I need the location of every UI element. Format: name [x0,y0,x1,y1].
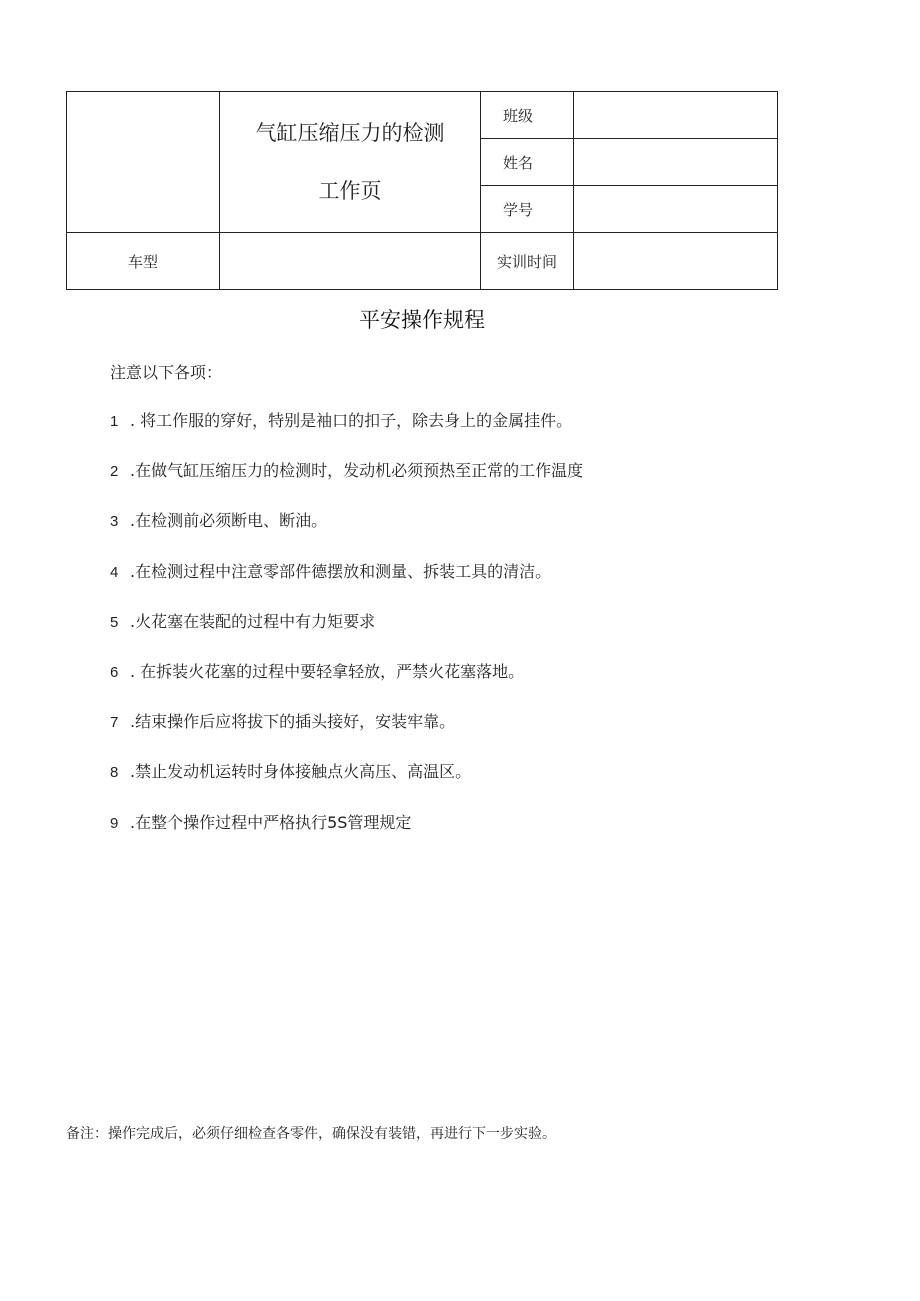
rule-text: .火花塞在装配的过程中有力矩要求 [130,611,376,631]
rule-text: .结束操作后应将拔下的插头接好，安装牢靠。 [130,712,456,732]
rule-text: .在检测前必须断电、断油。 [130,511,328,531]
list-item [110,410,583,460]
section-title: 平安操作规程 [359,308,485,332]
training-time-label: 实训时间 [481,233,574,290]
rule-text: .在做气缸压缩压力的检测时，发动机必须预热至正常的工作温度 [130,461,584,481]
training-time-field[interactable] [574,233,778,290]
rule-number: 5 [110,613,119,631]
worksheet-title-line1: 气缸压缩压力的检测 [255,121,445,145]
rule-number: 3 [110,513,119,531]
remarks-note: 备注：操作完成后，必须仔细检查各零件，确保没有装错，再进行下一步实验。 [66,1126,556,1142]
rule-number: 4 [110,563,119,581]
list-item [110,812,583,862]
rule-text: . 将工作服的穿好，特别是袖口的扣子，除去身上的金属挂件。 [130,411,573,430]
safety-rules-list [110,410,583,862]
intro-text: 注意以下各项： [110,363,223,382]
class-field[interactable] [574,92,778,139]
rule-text: . 在拆装火花塞的过程中要轻拿轻放，严禁火花塞落地。 [130,661,525,681]
list-item [110,460,583,510]
list-item [110,611,583,661]
header-table [66,91,778,290]
list-item [110,761,583,811]
list-item [110,661,583,711]
list-item [110,561,583,611]
student-id-field[interactable] [574,186,778,233]
rule-number: 8 [110,764,119,782]
rule-text: .在检测过程中注意零部件德摆放和测量、拆装工具的清洁。 [130,561,552,581]
name-field[interactable] [574,139,778,186]
list-item [110,711,583,761]
class-label: 班级 [481,92,574,139]
rule-number: 7 [110,714,119,732]
list-item [110,510,583,560]
rule-text: .禁止发动机运转时身体接触点火高压、高温区。 [130,762,472,782]
worksheet-title-line2: 工作页 [318,179,382,203]
vehicle-field[interactable] [220,233,481,290]
vehicle-label: 车型 [67,233,220,290]
rule-number: 9 [110,814,119,832]
worksheet-title [220,92,481,233]
rule-number: 2 [110,463,119,481]
rule-number: 1 [110,413,119,430]
rule-text: .在整个操作过程中严格执行5S管理规定 [130,812,412,832]
rule-number: 6 [110,663,119,681]
name-label: 姓名 [481,139,574,186]
logo-cell [67,92,220,233]
student-id-label: 学号 [481,186,574,233]
